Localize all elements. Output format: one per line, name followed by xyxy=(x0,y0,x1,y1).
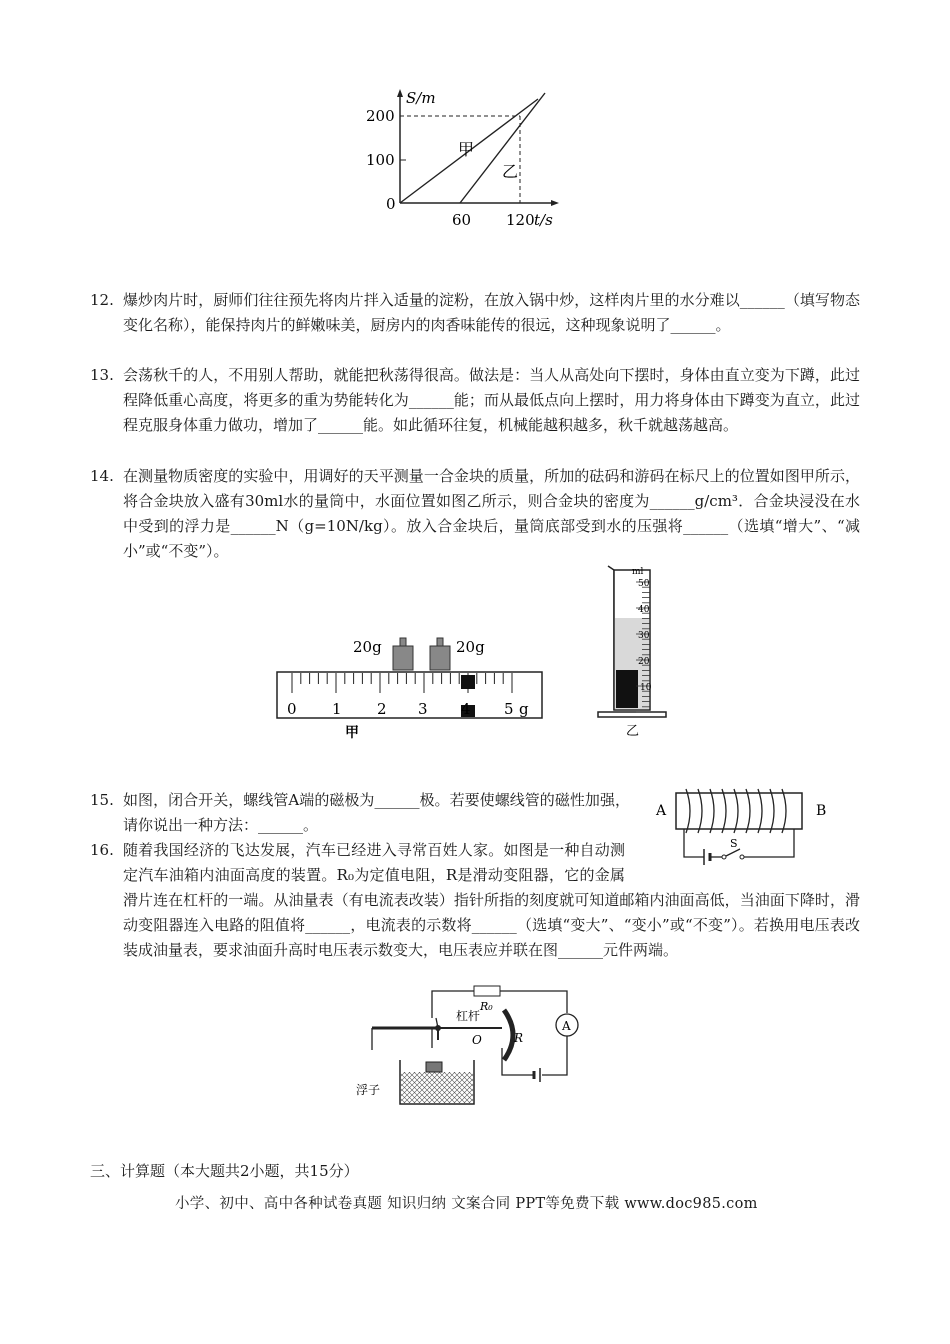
section-heading: 三、计算题（本大题共2小题，共15分） xyxy=(90,1162,359,1180)
solenoid-core xyxy=(676,793,802,829)
question-text: 如图，闭合开关，螺线管A端的磁极为______极。若要使螺线管的磁性加强，请你说出一种方法：______。 xyxy=(123,791,630,834)
question-13 xyxy=(90,363,860,438)
question-text: 会荡秋千的人，不用别人帮助，就能把秋荡得很高。做法是：当人从高处向下摆时，身体由直立变为下蹲，此过程降低重心高度，将更多的重为势能转化为______能；而从最低点向上摆时，用力将身体由下蹲变为直立，此过程克服身体重力做功，增加了______能。如此循环往复，机械能越积越多，秋千就越荡越高。 xyxy=(123,366,860,434)
question-number: 16. xyxy=(90,841,114,859)
weight-label-right: 20g xyxy=(456,638,485,656)
rider-marker xyxy=(461,675,475,689)
question-12 xyxy=(90,288,860,338)
mark-50: 50 xyxy=(638,579,650,589)
wire-top-right xyxy=(500,991,567,1013)
x-axis-arrow xyxy=(551,200,559,206)
x-tick-60: 60 xyxy=(452,211,472,229)
question-number: 14. xyxy=(90,467,114,485)
x-axis-label: t/s xyxy=(534,211,553,229)
y-tick-0: 0 xyxy=(386,195,396,213)
scale-unit: g xyxy=(519,700,529,718)
switch-label: S xyxy=(730,837,738,850)
question-number: 13. xyxy=(90,366,114,384)
label-yi: 乙 xyxy=(502,162,519,181)
scale-1: 1 xyxy=(332,700,342,718)
end-b: B xyxy=(816,803,827,819)
question-text xyxy=(123,838,860,963)
cylinder-lip xyxy=(608,566,614,710)
label-pivot: O xyxy=(472,1033,482,1047)
caption-yi: 乙 xyxy=(626,724,640,739)
cylinder-unit: ml xyxy=(632,567,644,577)
y-axis-label: S/m xyxy=(406,89,436,107)
question-number: 15. xyxy=(90,791,114,809)
label-jia: 甲 xyxy=(458,140,475,159)
scale-5: 5 xyxy=(504,700,514,718)
text-wrap-spacer xyxy=(625,838,860,886)
float xyxy=(426,1062,442,1072)
alloy-block xyxy=(616,670,638,708)
label-float: 浮子 xyxy=(356,1083,381,1097)
wire-right-down xyxy=(542,1036,567,1075)
caption-jia: 甲 xyxy=(345,725,359,741)
scale-3: 3 xyxy=(418,700,428,718)
question-15 xyxy=(90,788,630,838)
scale-0: 0 xyxy=(287,700,297,718)
question-text: 爆炒肉片时，厨师们往往预先将肉片拌入适量的淀粉，在放入锅中炒，这样肉片里的水分难以______（填写物态变化名称），能保持肉片的鲜嫩味美，厨房内的肉香味能传的很远，这种现象说明了______。 xyxy=(123,291,860,334)
mark-30: 30 xyxy=(638,631,650,641)
mark-10: 10 xyxy=(640,683,652,693)
y-axis-arrow xyxy=(397,89,403,97)
weight-label-left: 20g xyxy=(353,638,382,656)
question-16 xyxy=(90,838,860,963)
ruler-body xyxy=(277,672,542,718)
cylinder-base xyxy=(598,712,666,717)
mark-20: 20 xyxy=(638,657,650,667)
question-text-body: 随着我国经济的飞达发展，汽车已经进入寻常百姓人家。如图是一种自动测定汽车油箱内油面高度的装置。R₀为定值电阻，R是滑动变阻器，它的金属滑片连在杠杆的一端。从油量表（有电流表改装）指针所指的刻度就可知道邮箱内油面高低，当油面下降时，滑动变阻器连入电路的阻值将______，电流表的示数将______（选填“变大”、“变小”或“不变”）。若换用电压表改装成油量表，要求油面升高时电压表示数变大，电压表应并联在图______元件两端。 xyxy=(123,841,860,959)
balance-scale-figure xyxy=(275,620,555,745)
question-number: 12. xyxy=(90,291,114,309)
fuel-gauge-figure xyxy=(352,980,592,1125)
label-r0: R₀ xyxy=(480,1000,493,1013)
y-tick-100: 100 xyxy=(366,151,395,169)
weight-20g-left xyxy=(393,638,413,670)
scale-4: 4 xyxy=(461,700,471,718)
distance-time-graph xyxy=(360,85,560,235)
label-lever: 杠杆 xyxy=(456,1009,481,1023)
question-text: 在测量物质密度的实验中，用调好的天平测量一合金块的质量，所加的砝码和游码在标尺上的位置如图甲所示，将合金块放入盛有30ml水的量筒中，水面位置如图乙所示，则合金块的密度为______g/cm³．合金块浸没在水中受到的浮力是______N（g=10N/kg）。放入合金块后，量筒底部受到水的压强将______（选填“增大”、“减小”或“不变”）。 xyxy=(123,467,860,560)
label-ammeter: A xyxy=(562,1019,571,1033)
weight-20g-right xyxy=(430,638,450,670)
mark-40: 40 xyxy=(638,605,650,615)
question-14 xyxy=(90,464,860,564)
y-tick-200: 200 xyxy=(366,107,395,125)
rheostat-r xyxy=(504,1010,513,1060)
page-footer: 小学、初中、高中各种试卷真题 知识归纳 文案合同 PPT等免费下载 www.doc985.com xyxy=(175,1196,758,1212)
x-tick-120: 120 xyxy=(506,211,535,229)
scale-2: 2 xyxy=(377,700,387,718)
label-r: R xyxy=(514,1031,524,1045)
fuel-liquid xyxy=(401,1072,473,1103)
resistor-r0 xyxy=(474,986,500,996)
graduated-cylinder-figure xyxy=(588,560,698,742)
end-a: A xyxy=(656,803,667,819)
